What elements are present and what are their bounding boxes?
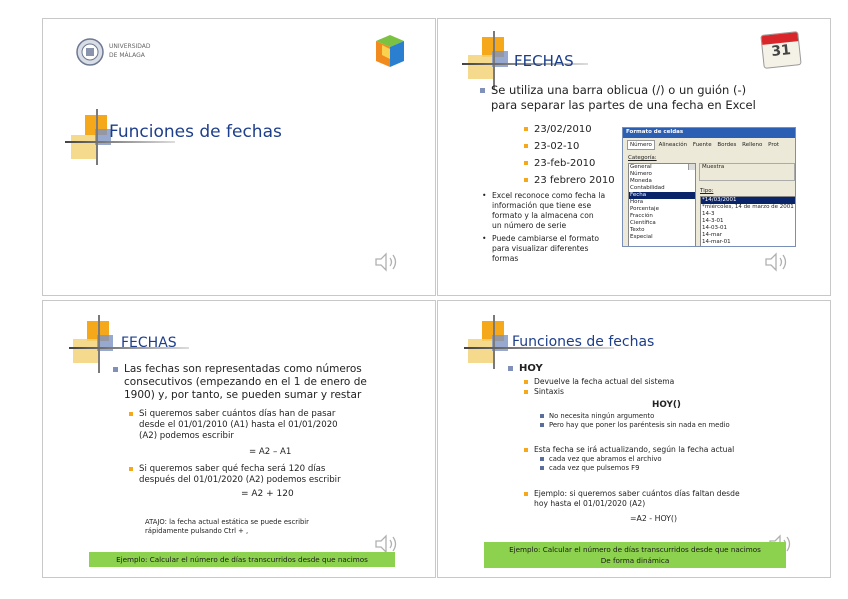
slide-1[interactable] bbox=[42, 18, 436, 296]
type-item[interactable]: 14-mar bbox=[702, 232, 722, 238]
intro-bullet bbox=[480, 83, 756, 113]
note-1-line: un número de serie bbox=[492, 221, 567, 230]
date-example: 23-feb-2010 bbox=[524, 155, 615, 172]
type-list[interactable] bbox=[700, 196, 796, 247]
example-box bbox=[484, 542, 786, 568]
example-line: Ejemplo: Calcular el número de días transcurridos desde que nacimos bbox=[509, 545, 761, 554]
category-item[interactable]: Porcentaje bbox=[630, 206, 659, 212]
example-line: De forma dinámica bbox=[600, 556, 670, 565]
update-subbullets: cada vez que abramos el archivo cada vez que pulsemos F9 bbox=[540, 455, 662, 473]
speaker-icon[interactable] bbox=[763, 251, 791, 273]
bullet-returns: Devuelve la fecha actual del sistema Sintaxis bbox=[524, 377, 674, 397]
date-examples bbox=[524, 121, 615, 189]
category-scrollbar[interactable] bbox=[688, 164, 695, 170]
slide-2-title: FECHAS bbox=[514, 52, 574, 70]
bullet-example: Ejemplo: si queremos saber cuántos días faltan desde hoy hasta el 01/01/2020 (A2) bbox=[524, 489, 740, 509]
slide-3[interactable] bbox=[42, 300, 436, 578]
category-list[interactable] bbox=[628, 163, 696, 247]
intro-bullet bbox=[113, 363, 367, 402]
question-1-line: desde el 01/01/2010 (A1) hasta el 01/01/2020 bbox=[139, 420, 338, 430]
logo-text-line-2: DE MÁLAGA bbox=[109, 52, 145, 59]
note-1-line: Excel reconoce como fecha la bbox=[492, 191, 606, 200]
dialog-tab[interactable]: Número bbox=[627, 140, 655, 150]
type-label: Tipo: bbox=[700, 188, 714, 194]
date-example: 23/02/2010 bbox=[524, 121, 615, 138]
note-1-line: formato y la almacena con bbox=[492, 211, 594, 220]
bullet-updates: Esta fecha se irá actualizando, según la fecha actual bbox=[524, 445, 734, 455]
question-2-line: después del 01/01/2020 (A2) podemos escribir bbox=[139, 475, 341, 485]
note-2-line: formas bbox=[492, 254, 519, 263]
calendar-icon bbox=[760, 27, 802, 67]
note-list: • Excel reconoce como fecha la información que tiene ese formato y la almacena con un número de serie • Puede cambiarse el formato para visualizar diferentes formas bbox=[482, 191, 606, 263]
dialog-tab[interactable]: Prot bbox=[768, 142, 780, 148]
type-item[interactable]: 14-03-01 bbox=[702, 225, 727, 231]
format-cells-dialog bbox=[622, 127, 796, 247]
dialog-tab[interactable]: Bordes bbox=[717, 142, 737, 148]
category-item-selected[interactable]: Fecha bbox=[629, 192, 695, 199]
shortcut-line: ATAJO: la fecha actual estática se puede escribir bbox=[145, 518, 309, 526]
formula-today: =A2 - HOY() bbox=[630, 514, 678, 523]
university-logo bbox=[75, 37, 185, 67]
intro-line-2: para separar las partes de una fecha en Excel bbox=[491, 98, 756, 112]
category-item[interactable]: Fracción bbox=[630, 213, 653, 219]
dialog-tabs bbox=[627, 142, 781, 149]
intro-line: Las fechas son representadas como números bbox=[124, 363, 362, 375]
question-1 bbox=[129, 409, 338, 442]
syntax-text: HOY() bbox=[652, 400, 681, 410]
slide-1-title: Funciones de fechas bbox=[109, 122, 282, 142]
hoy-heading: HOY bbox=[508, 363, 543, 374]
category-item[interactable]: Científica bbox=[630, 220, 656, 226]
university-seal-icon bbox=[75, 37, 105, 67]
slide-2[interactable] bbox=[437, 18, 831, 296]
speaker-icon[interactable] bbox=[373, 251, 401, 273]
category-item[interactable]: General bbox=[630, 164, 652, 170]
intro-line-1: Se utiliza una barra oblicua (/) o un guión (-) bbox=[491, 83, 747, 97]
dialog-titlebar: Formato de celdas bbox=[623, 128, 795, 138]
question-2-line: Si queremos saber qué fecha será 120 días bbox=[139, 464, 326, 474]
formula-1: = A2 – A1 bbox=[249, 447, 292, 457]
category-item[interactable]: Contabilidad bbox=[630, 185, 665, 191]
dialog-tab[interactable]: Alineación bbox=[658, 142, 688, 148]
date-example: 23-02-10 bbox=[524, 138, 615, 155]
logo-text-line-1: UNIVERSIDAD bbox=[109, 43, 151, 50]
category-item[interactable]: Número bbox=[630, 171, 652, 177]
type-item[interactable]: *miércoles, 14 de marzo de 2001 bbox=[702, 204, 794, 210]
sample-box bbox=[699, 163, 795, 181]
slide-4-title: Funciones de fechas bbox=[512, 334, 655, 350]
question-1-line: (A2) podemos escribir bbox=[139, 431, 234, 441]
category-label: Categoría: bbox=[628, 155, 657, 161]
note-1-line: información que tiene ese bbox=[492, 201, 592, 210]
category-item[interactable]: Texto bbox=[630, 227, 645, 233]
category-item[interactable]: Hora bbox=[630, 199, 644, 205]
formula-2: = A2 + 120 bbox=[241, 489, 294, 499]
dialog-tab[interactable]: Fuente bbox=[692, 142, 712, 148]
example-box: Ejemplo: Calcular el número de días transcurridos desde que nacimos bbox=[89, 552, 395, 567]
question-2 bbox=[129, 464, 341, 486]
calendar-day: 31 bbox=[770, 42, 792, 60]
slide-3-title: FECHAS bbox=[121, 335, 177, 351]
shortcut-line: rápidamente pulsando Ctrl + , bbox=[145, 527, 249, 535]
dialog-tab[interactable]: Relleno bbox=[742, 142, 763, 148]
intro-line: 1900) y, por tanto, se pueden sumar y restar bbox=[124, 389, 362, 401]
syntax-subbullets: No necesita ningún argumento Pero hay que poner los paréntesis sin nada en medio bbox=[540, 412, 730, 430]
shortcut-note bbox=[145, 518, 309, 536]
sample-label: Muestra bbox=[702, 164, 725, 170]
category-item[interactable]: Especial bbox=[630, 234, 653, 240]
note-2-line: Puede cambiarse el formato bbox=[492, 234, 599, 243]
note-2-line: para visualizar diferentes bbox=[492, 244, 589, 253]
type-item[interactable]: 14-mar-01 bbox=[702, 239, 731, 245]
date-example: 23 febrero 2010 bbox=[524, 172, 615, 189]
question-1-line: Si queremos saber cuántos días han de pasar bbox=[139, 409, 336, 419]
slide-4[interactable] bbox=[437, 300, 831, 578]
type-item[interactable]: 14-3-01 bbox=[702, 218, 724, 224]
category-item[interactable]: Moneda bbox=[630, 178, 652, 184]
type-item-selected[interactable]: *14/03/2001 bbox=[701, 197, 796, 204]
office-logo-icon bbox=[370, 31, 410, 71]
intro-line: consecutivos (empezando en el 1 de enero de bbox=[124, 376, 367, 388]
type-item[interactable]: 14-3 bbox=[702, 211, 715, 217]
